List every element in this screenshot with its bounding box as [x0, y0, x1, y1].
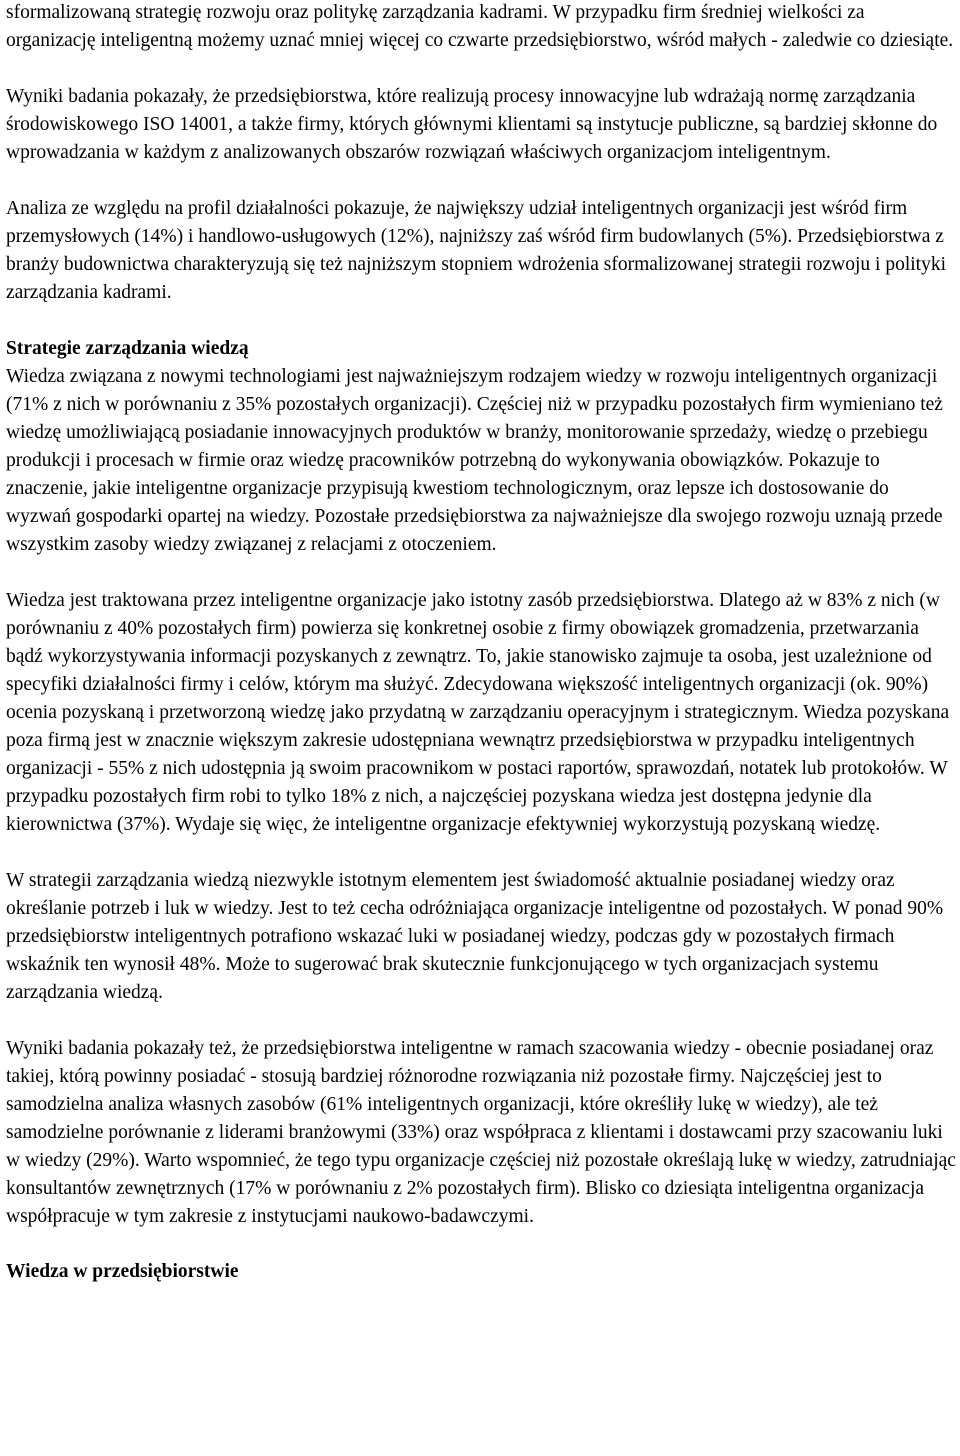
document-page — [6, 0, 956, 1286]
paragraph-knowledge-gaps: W strategii zarządzania wiedzą niezwykle istotnym elementem jest świadomość aktualnie posiadanej wiedzy oraz określanie potrzeb i luk w wiedzy. Jest to też cecha odróżniająca organizacje inteligentne od pozostałych. W ponad 90% przedsiębiorstw inteligentnych potrafiono wskazać luki w posiadanej wiedzy, podczas gdy w pozostałych firmach wskaźnik ten wynosił 48%. Może to sugerować brak skutecznie funkcjonującego w tych organizacjach systemu zarządzania wiedzą. — [6, 870, 944, 1003]
paragraph-innovation-results: Wyniki badania pokazały, że przedsiębiorstwa, które realizują procesy innowacyjne lub wdrażają normę zarządzania środowiskowego ISO 14001, a także firmy, których głównymi klientami są instytucje publiczne, są bardziej skłonne do wprowadzania w każdym z analizowanych obszarów rozwiązań właściwych organizacjom inteligentnym. — [6, 86, 938, 163]
paragraph-strategy-intro: sformalizowaną strategię rozwoju oraz politykę zarządzania kadrami. W przypadku firm średniej wielkości za organizację inteligentną możemy uznać mniej więcej co czwarte przedsiębiorstwo, wśród małych - zaledwie co dziesiąte. — [6, 2, 954, 51]
paragraph-knowledge-estimation: Wyniki badania pokazały też, że przedsiębiorstwa inteligentne w ramach szacowania wiedzy - obecnie posiadanej oraz takiej, którą powinny posiadać - stosują bardziej różnorodne rozwiązania niż pozostałe firmy. Najczęściej jest to samodzielna analiza własnych zasobów (61% inteligentnych organizacji, które określiły lukę w wiedzy), ale też samodzielne porównanie z liderami branżowymi (33%) oraz współpraca z klientami i dostawcami przy szacowaniu luki w wiedzy (29%). Warto wspomnieć, że tego typu organizacje częściej niż pozostałe określają lukę w wiedzy, zatrudniając konsultantów zewnętrznych (17% w porównaniu z 2% pozostałych firm). Blisko co dziesiąta inteligentna organizacja współpracuje w tym zakresie z instytucjami naukowo-badawczymi. — [6, 1038, 956, 1227]
paragraph-technology-knowledge: Wiedza związana z nowymi technologiami jest najważniejszym rodzajem wiedzy w rozwoju inteligentnych organizacji (71% z nich w porównaniu z 35% pozostałych organizacji). Częściej niż w przypadku pozostałych firm wymieniano też wiedzę umożliwiającą posiadanie innowacyjnych produktów w branży, monitorowanie sprzedaży, wiedzę o przebiegu produkcji i procesach w firmie oraz wiedzę pracowników potrzebną do wykonywania obowiązków. Pokazuje to znaczenie, jakie inteligentne organizacje przypisują kwestiom technologicznym, oraz lepsze ich dostosowanie do wyzwań gospodarki opartej na wiedzy. Pozostałe przedsiębiorstwa za najważniejsze dla swojego rozwoju uznają przede wszystkim zasoby wiedzy związanej z relacjami z otoczeniem. — [6, 366, 943, 555]
section-heading-knowledge-strategies: Strategie zarządzania wiedzą — [6, 338, 249, 359]
section-heading-knowledge-in-enterprise: Wiedza w przedsiębiorstwie — [6, 1261, 239, 1282]
paragraph-industry-analysis: Analiza ze względu na profil działalności pokazuje, że największy udział inteligentnych organizacji jest wśród firm przemysłowych (14%) i handlowo-usługowych (12%), najniższy zaś wśród firm budowlanych (5%). Przedsiębiorstwa z branży budownictwa charakteryzują się też najniższym stopniem wdrożenia sformalizowanej strategii rozwoju i polityki zarządzania kadrami. — [6, 198, 947, 303]
paragraph-knowledge-as-resource: Wiedza jest traktowana przez inteligentne organizacje jako istotny zasób przedsiębiorstwa. Dlatego aż w 83% z nich (w porównaniu z 40% pozostałych firm) powierza się konkretnej osobie z firmy obowiązek gromadzenia, przetwarzania bądź wykorzystywania informacji pozyskanych z zewnątrz. To, jakie stanowisko zajmuje ta osoba, jest uzależnione od specyfiki działalności firmy i celów, którym ma służyć. Zdecydowana większość inteligentnych organizacji (ok. 90%) ocenia pozyskaną i przetworzoną wiedzę jako przydatną w zarządzaniu operacyjnym i strategicznym. Wiedza pozyskana poza firmą jest w znacznie większym zakresie udostępniana wewnątrz przedsiębiorstwa w przypadku inteligentnych organizacji - 55% z nich udostępnia ją swoim pracownikom w postaci raportów, sprawozdań, notatek lub protokołów. W przypadku pozostałych firm robi to tylko 18% z nich, a najczęściej pozyskana wiedza jest dostępna jedynie dla kierownictwa (37%). Wydaje się więc, że inteligentne organizacje efektywniej wykorzystują pozyskaną wiedzę. — [6, 590, 950, 835]
